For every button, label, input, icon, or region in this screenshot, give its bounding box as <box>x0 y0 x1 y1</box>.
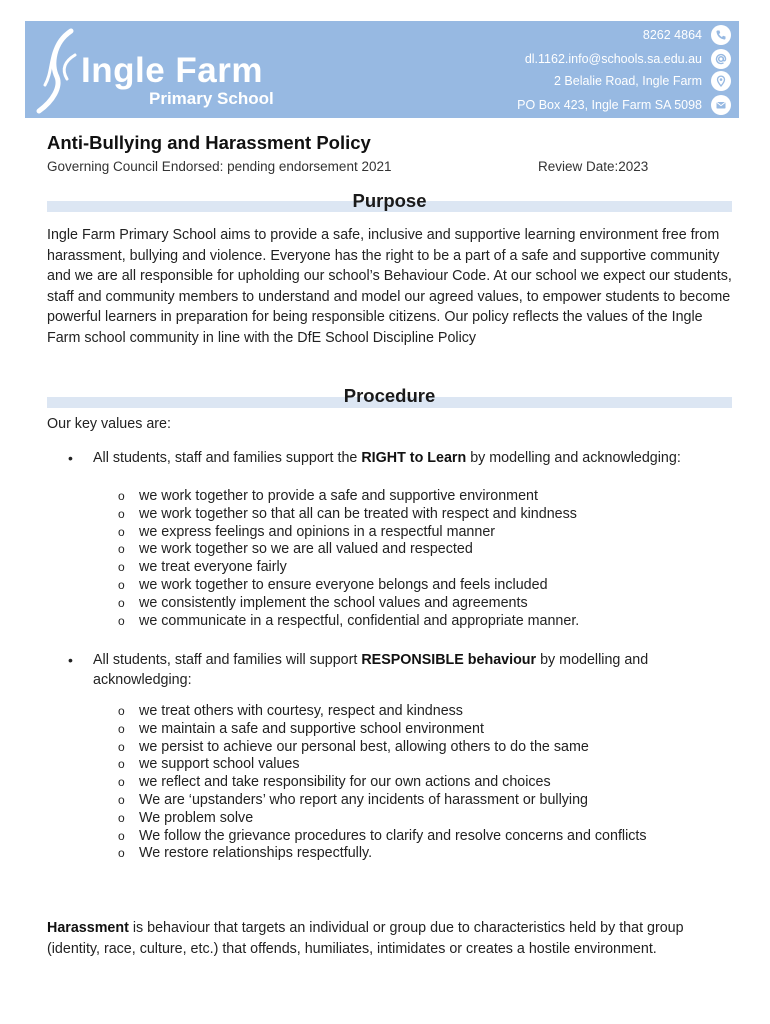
list-item: o we maintain a safe and supportive school environment <box>118 721 728 739</box>
email-text[interactable]: dl.1162.info@schools.sa.edu.au <box>524 52 702 66</box>
harassment-text: is behaviour that targets an individual or group due to characteristics held by that group (identity, race, culture, etc.) that offends, humiliates, intimidates or creates a hostile environment. <box>47 920 684 957</box>
address-text: 2 Belalie Road, Ingle Farm <box>554 74 702 88</box>
bullet-text-post: by modelling and acknowledging: <box>93 652 649 688</box>
bullet-right-to-learn <box>93 448 733 468</box>
list-item: o we communicate in a respectful, confidential and appropriate manner. <box>118 613 728 631</box>
phone-text: 8262 4864 <box>642 28 702 42</box>
list-item: o We problem solve <box>118 810 728 828</box>
mail-icon <box>711 95 731 115</box>
endorsement-status: Governing Council Endorsed: pending endorsement 2021 <box>47 159 392 174</box>
header-banner <box>25 21 739 118</box>
email-icon <box>711 49 731 69</box>
list-item: o we persist to achieve our personal best, allowing others to do the same <box>118 739 728 757</box>
contact-address <box>554 71 731 91</box>
list-item: o we work together to provide a safe and supportive environment <box>118 488 728 506</box>
list-item: o we express feelings and opinions in a respectful manner <box>118 524 728 542</box>
contact-phone <box>643 25 731 45</box>
list-item: o We restore relationships respectfully. <box>118 845 728 863</box>
po-box-text: PO Box 423, Ingle Farm SA 5098 <box>517 98 702 112</box>
list-item: o We follow the grievance procedures to clarify and resolve concerns and conflicts <box>118 828 728 846</box>
list-item: o we consistently implement the school values and agreements <box>118 595 728 613</box>
list-item: o we reflect and take responsibility for our own actions and choices <box>118 774 728 792</box>
bullet-text-post: by modelling and acknowledging: <box>466 450 681 466</box>
school-logo <box>31 25 301 115</box>
right-to-learn-list <box>118 488 728 630</box>
harassment-term: Harassment <box>47 920 129 936</box>
list-item: o we support school values <box>118 756 728 774</box>
responsible-behaviour-list <box>118 703 728 863</box>
bullet-text-pre: All students, staff and families will support <box>93 652 362 668</box>
phone-icon <box>711 25 731 45</box>
key-values-intro: Our key values are: <box>47 416 171 432</box>
logo-name: Ingle Farm <box>81 51 263 90</box>
bullet-bold-term: RIGHT to Learn <box>361 450 467 466</box>
bullet-text-pre: All students, staff and families support the <box>93 450 362 466</box>
list-item: o we work together to ensure everyone belongs and feels included <box>118 577 728 595</box>
purpose-paragraph: Ingle Farm Primary School aims to provide a safe, inclusive and supportive learning environment free from harassment, bullying and violence. Everyone has the right to be a part of a safe and supportive community and we are all responsible for upholding our school’s Behaviour Code. At our school we expect our students, staff and community members to understand and model our agreed values, to empower students to become powerful learners in preparation for being responsible citizens. Our policy reflects the values of the Ingle Farm school community in line with the DfE School Discipline Policy <box>47 227 732 346</box>
contact-email <box>525 49 731 69</box>
procedure-heading: Procedure <box>343 385 436 406</box>
list-item: o we work together so we are all valued and respected <box>118 541 728 559</box>
list-item: o we treat others with courtesy, respect and kindness <box>118 703 728 721</box>
bullet-bold-term: RESPONSIBLE behaviour <box>361 652 537 668</box>
bullet-responsible-behaviour <box>93 650 733 690</box>
list-item: o We are ‘upstanders’ who report any incidents of harassment or bullying <box>118 792 728 810</box>
document-title: Anti-Bullying and Harassment Policy <box>47 132 371 153</box>
list-item: o we work together so that all can be treated with respect and kindness <box>118 506 728 524</box>
logo-subtitle: Primary School <box>149 89 274 108</box>
harassment-definition <box>47 918 737 959</box>
contact-po-box <box>517 95 731 115</box>
review-date: Review Date:2023 <box>538 159 649 174</box>
location-icon <box>711 71 731 91</box>
list-item: o we treat everyone fairly <box>118 559 728 577</box>
purpose-heading: Purpose <box>352 190 427 211</box>
